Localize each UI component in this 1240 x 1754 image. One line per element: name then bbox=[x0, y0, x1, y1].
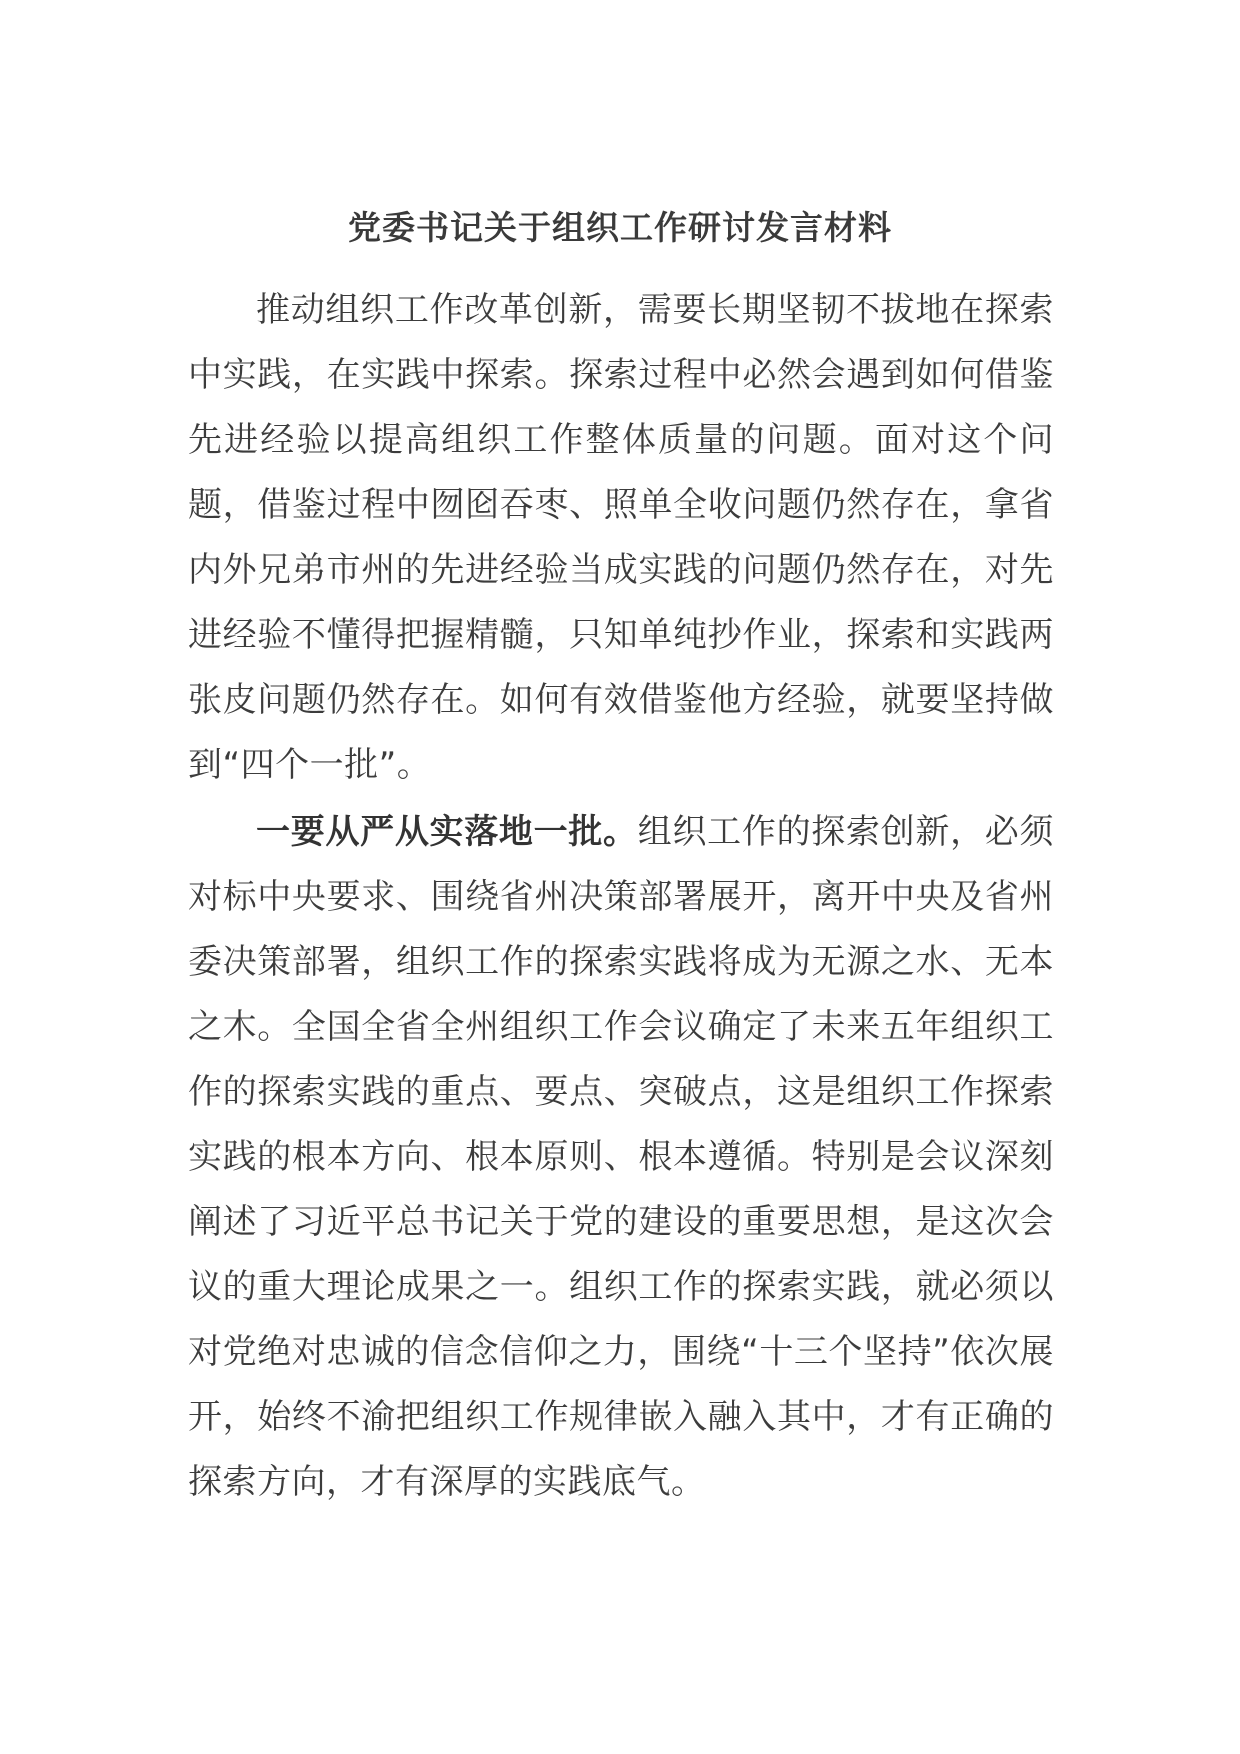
paragraph-point-one bbox=[188, 800, 1054, 1515]
paragraph-point-one-lead: 一要从严从实落地一批。 bbox=[256, 812, 638, 852]
paragraph-point-one-text: 组织工作的探索创新，必须对标中央要求、围绕省州决策部署展开，离开中央及省州委决策部署，组织工作的探索实践将成为无源之水、无本之木。全国全省全州组织工作会议确定了未来五年组织工作的探索实践的重点、要点、突破点，这是组织工作探索实践的根本方向、根本原则、根本遵循。特别是会议深刻阐述了习近平总书记关于党的建设的重要思想，是这次会议的重大理论成果之一。组织工作的探索实践，就必须以对党绝对忠诚的信念信仰之力，围绕“十三个坚持”依次展开，始终不渝把组织工作规律嵌入融入其中，才有正确的探索方向，才有深厚的实践底气。 bbox=[188, 812, 1054, 1502]
paragraph-intro bbox=[188, 278, 1054, 798]
document-title: 党委书记关于组织工作研讨发言材料 bbox=[348, 208, 892, 247]
paragraph-intro-text: 推动组织工作改革创新，需要长期坚韧不拔地在探索中实践，在实践中探索。探索过程中必然会遇到如何借鉴先进经验以提高组织工作整体质量的问题。面对这个问题，借鉴过程中囫囵吞枣、照单全收问题仍然存在，拿省内外兄弟市州的先进经验当成实践的问题仍然存在，对先进经验不懂得把握精髓，只知单纯抄作业，探索和实践两张皮问题仍然存在。如何有效借鉴他方经验，就要坚持做到“四个一批”。 bbox=[188, 290, 1054, 785]
